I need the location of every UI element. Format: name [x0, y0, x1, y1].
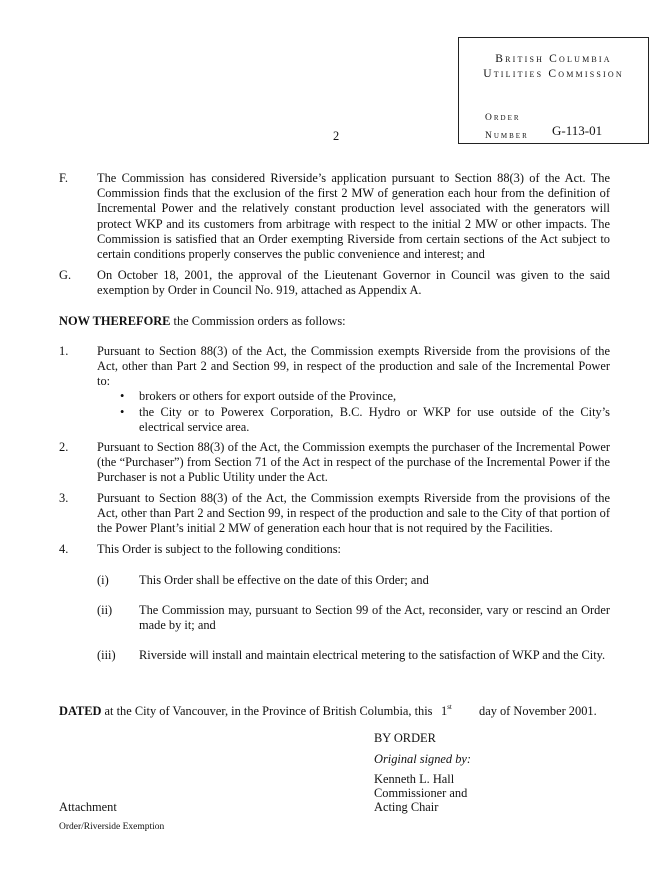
dated-day-suffix: st [447, 703, 452, 711]
bullet-icon: • [120, 405, 125, 419]
page-number: 2 [333, 129, 340, 143]
order-3-text: Pursuant to Section 88(3) of the Act, the Commission exempts Riverside from the provisions of the Act, other than Part 2 and Section 99, in respect of the production and sale to the City of that portion of the Power Plant’s initial 2 MW of generation each hour that is not required by the Facilities. [97, 491, 610, 536]
orders-intro [59, 314, 346, 329]
recital-label-f: F. [59, 171, 68, 185]
order-label-3: 3. [59, 491, 69, 505]
condition-label-iii: (iii) [97, 648, 116, 662]
order-number: G-113-01 [552, 123, 603, 138]
dated-rest: day of November 2001. [479, 704, 597, 718]
condition-ii-text: The Commission may, pursuant to Section 99 of the Act, reconsider, vary or rescind an Order made by it; and [139, 603, 610, 633]
org-name [459, 52, 648, 82]
condition-iii-text: Riverside will install and maintain electrical metering to the satisfaction of WKP and the City. [139, 648, 606, 662]
order-1-text: Pursuant to Section 88(3) of the Act, the Commission exempts Riverside from the provisions of the Act, other than Part 2 and Section 99, in respect of the production and sale of the Incremental Power to: [97, 344, 610, 389]
order-label-1: 1. [59, 344, 69, 358]
dated-bold: DATED [59, 704, 102, 718]
file-reference: Order/Riverside Exemption [59, 822, 165, 832]
recital-g-text: On October 18, 2001, the approval of the Lieutenant Governor in Council was given to the said exemption by Order in Council No. 919, attached as Appendix A. [97, 268, 610, 298]
org-line-1: British Columbia [495, 53, 612, 65]
order-label: Order [485, 113, 521, 123]
signatory-title-1: Commissioner and [374, 786, 468, 800]
order-1-bullet-1: brokers or others for export outside of the Province, [139, 389, 397, 403]
order-label-4: 4. [59, 542, 69, 556]
dated-day-number: 1 [441, 704, 448, 718]
signed-note: Original signed by: [374, 752, 472, 766]
condition-label-i: (i) [97, 573, 109, 587]
orders-intro-bold: NOW THEREFORE [59, 314, 171, 328]
signatory-name: Kenneth L. Hall [374, 772, 455, 786]
order-2-text: Pursuant to Section 88(3) of the Act, the Commission exempts the purchaser of the Incremental Power (the “Purchaser”) from Section 71 of the Act in respect of the purchase of the Incremental Power if the Purchaser is not a Public Utility under the Act. [97, 440, 610, 485]
dated-day [441, 704, 452, 719]
condition-i-text: This Order shall be effective on the date of this Order; and [139, 573, 429, 587]
number-label: Number [485, 131, 529, 141]
bullet-icon: • [120, 389, 125, 403]
order-4-text: This Order is subject to the following conditions: [97, 542, 341, 556]
org-line-2: Utilities Commission [483, 68, 624, 80]
dated-line [59, 704, 432, 719]
condition-label-ii: (ii) [97, 603, 113, 617]
orders-intro-rest: the Commission orders as follows: [170, 314, 346, 328]
recital-f-text: The Commission has considered Riverside’s application pursuant to Section 88(3) of the Act. The Commission finds that the exclusion of the first 2 MW of generation each hour from the definition of Incremental Power and the relatively constant production level associated with the generators will protect WKP and its customers from arbitrage with respect to the initial 2 MW or other impacts. The Commission is satisfied that an Order exempting Riverside from certain sections of the Act subject to certain conditions properly conserves the public convenience and interest; and [97, 171, 610, 262]
by-order: BY ORDER [374, 731, 436, 745]
order-number-box [458, 37, 649, 144]
signatory-title-2: Acting Chair [374, 800, 439, 814]
order-1-bullet-2: the City or to Powerex Corporation, B.C. Hydro or WKP for use outside of the City’s electrical service area. [139, 405, 610, 435]
recital-label-g: G. [59, 268, 72, 282]
order-label-2: 2. [59, 440, 69, 454]
attachment-label: Attachment [59, 800, 117, 814]
dated-text: at the City of Vancouver, in the Province of British Columbia, this [101, 704, 433, 718]
